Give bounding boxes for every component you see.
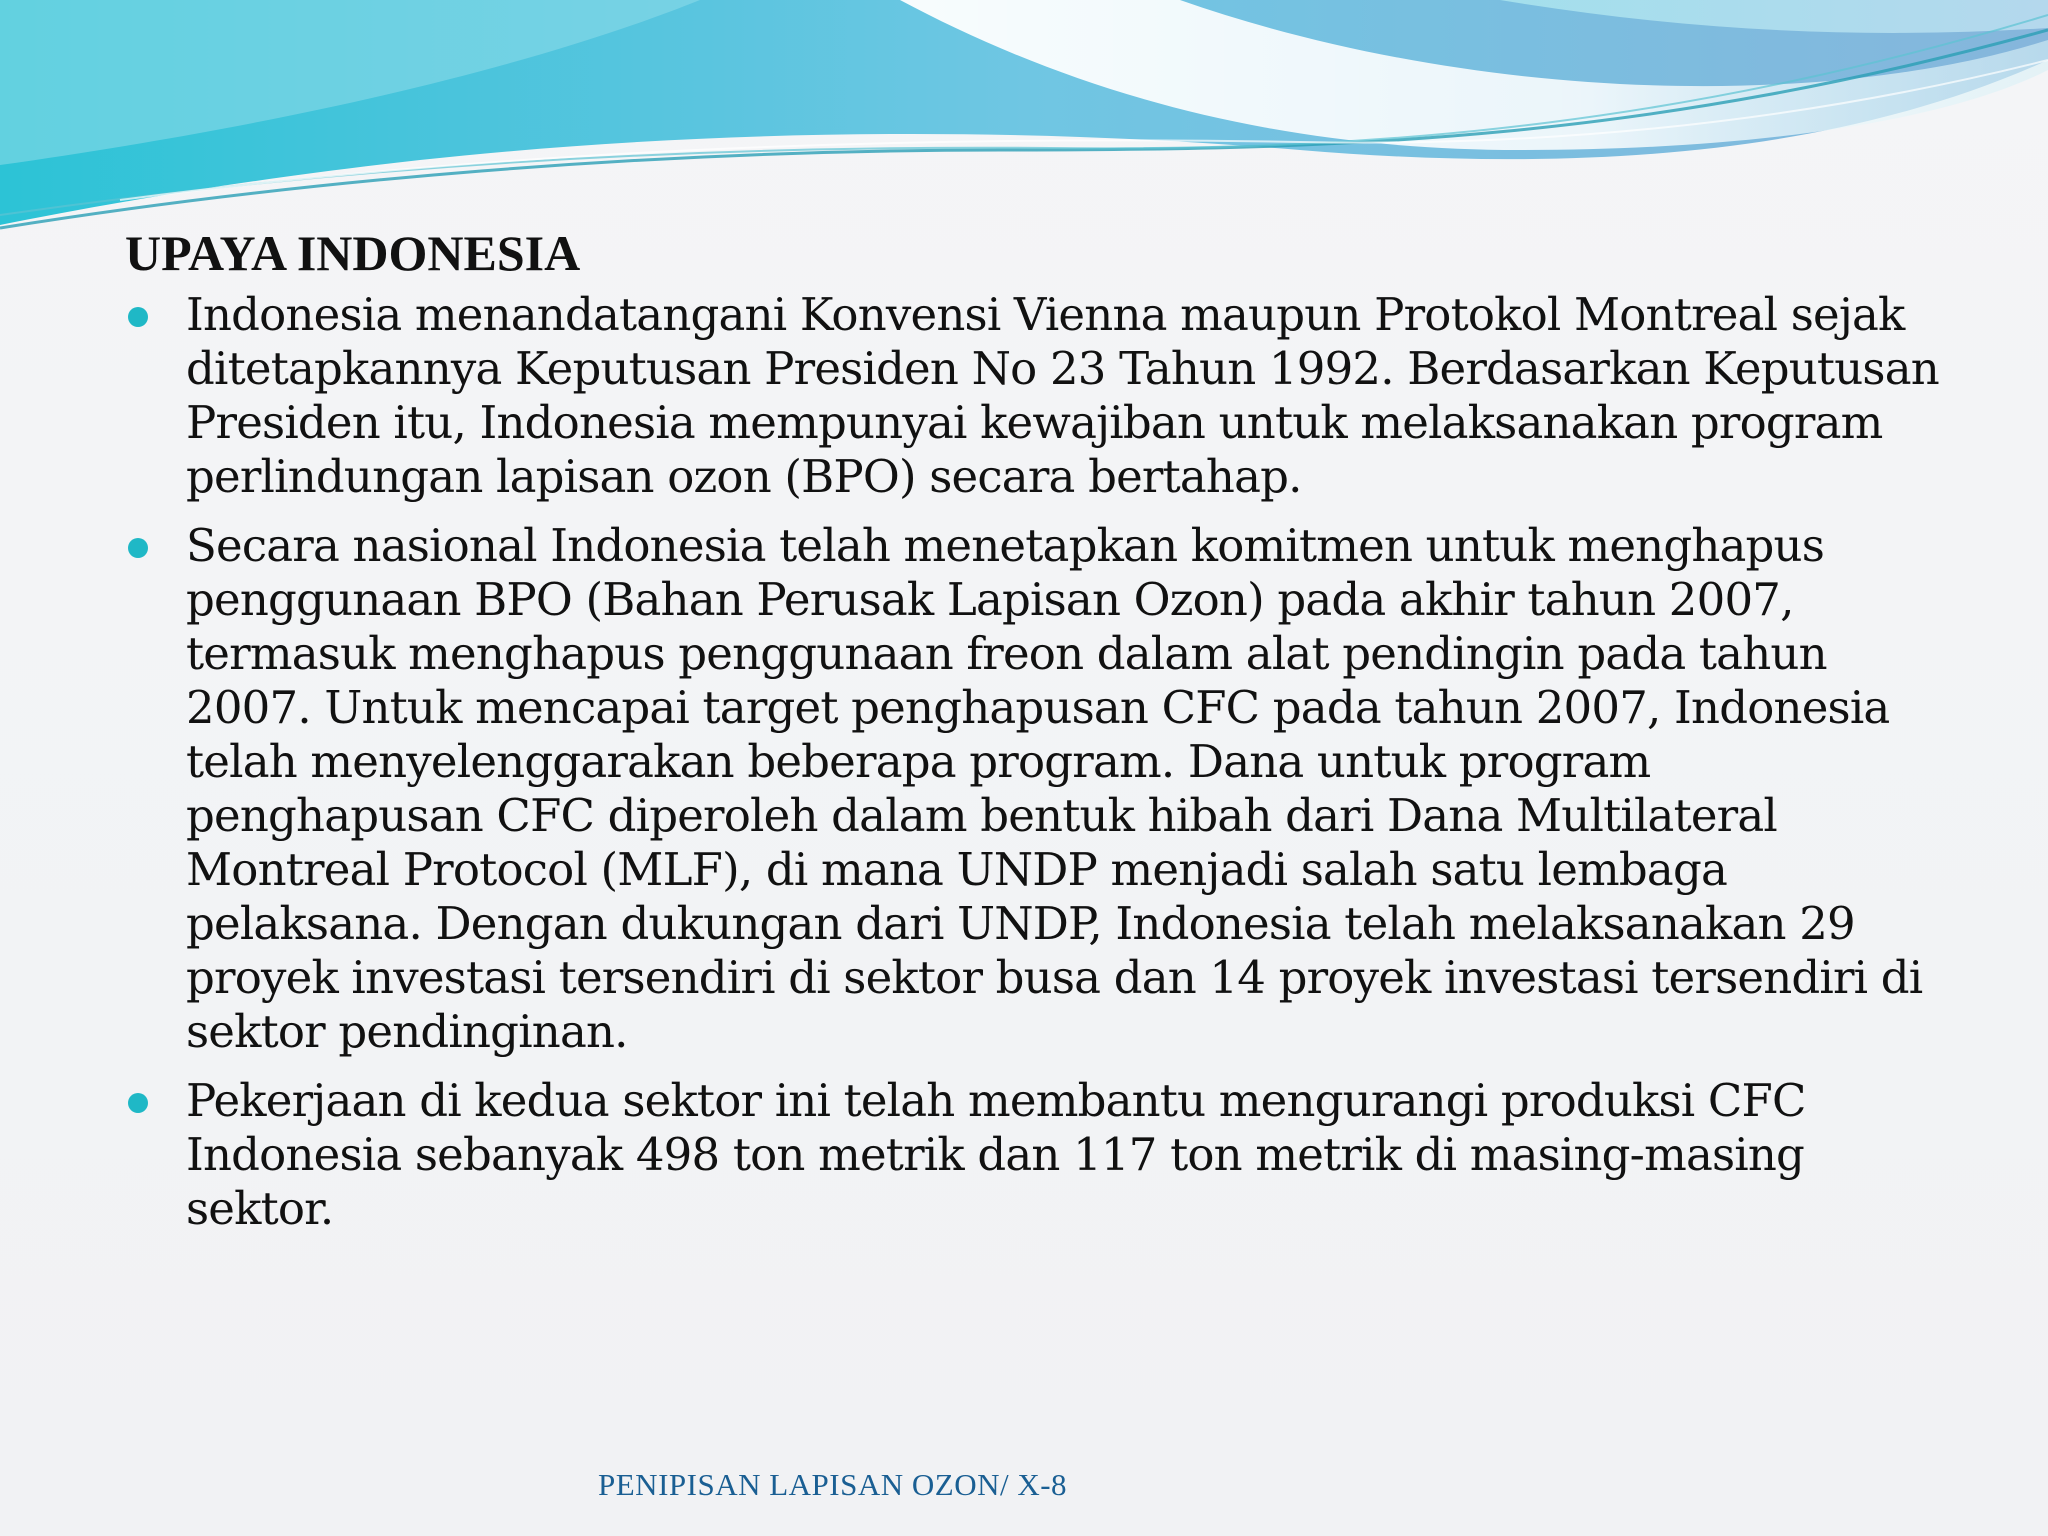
slide-heading: UPAYA INDONESIA: [125, 225, 581, 281]
bullet-item: [125, 519, 1945, 1059]
bullet-text: Secara nasional Indonesia telah menetapkan komitmen untuk menghapus penggunaan BPO (Bahan Perusak Lapisan Ozon) pada akhir tahun 2007, termasuk menghapus penggunaan freon dalam alat pendingin pada tahun 2007. Untuk mencapai target penghapusan CFC pada tahun 2007, Indonesia telah menyelenggarakan beberapa program. Dana untuk program penghapusan CFC diperoleh dalam bentuk hibah dari Dana Multilateral Montreal Protocol (MLF), di mana UNDP menjadi salah satu lembaga pelaksana. Dengan dukungan dari UNDP, Indonesia telah melaksanakan 29 proyek investasi tersendiri di sektor busa dan 14 proyek investasi tersendiri di sektor pendinginan.: [186, 519, 1923, 1058]
bullet-dot-icon: [128, 538, 148, 558]
bullet-text: Pekerjaan di kedua sektor ini telah membantu mengurangi produksi CFC Indonesia sebanyak 498 ton metrik dan 117 ton metrik di masing-masing sektor.: [186, 1074, 1806, 1235]
bullet-dot-icon: [128, 307, 148, 327]
bullet-item: [125, 1074, 1945, 1236]
bullet-text: Indonesia menandatangani Konvensi Vienna maupun Protokol Montreal sejak ditetapkannya Keputusan Presiden No 23 Tahun 1992. Berdasarkan Keputusan Presiden itu, Indonesia mempunyai kewajiban untuk melaksanakan program perlindungan lapisan ozon (BPO) secara bertahap.: [186, 288, 1939, 503]
wave-header-decoration: [0, 0, 2048, 260]
bullet-list: [125, 288, 1945, 1236]
bullet-dot-icon: [128, 1093, 148, 1113]
slide-footer: PENIPISAN LAPISAN OZON/ X-8: [598, 1467, 1068, 1502]
slide-content: [125, 222, 1945, 1251]
bullet-item: [125, 288, 1945, 504]
